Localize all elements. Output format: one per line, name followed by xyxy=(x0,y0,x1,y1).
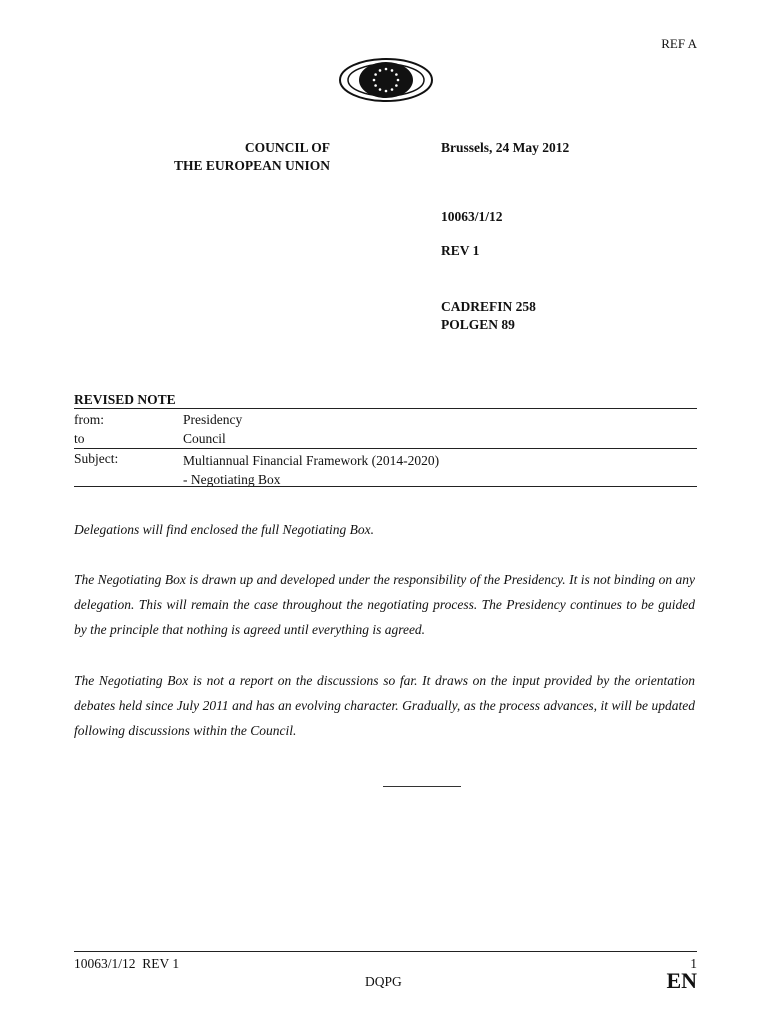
footer-page-number: 1 xyxy=(690,956,697,971)
emblem-star xyxy=(373,79,376,82)
emblem-star xyxy=(391,69,394,72)
emblem-star xyxy=(385,68,388,71)
from-label: from: xyxy=(74,412,104,427)
place-date: Brussels, 24 May 2012 xyxy=(441,140,570,155)
footer-language: EN xyxy=(666,968,697,993)
to-value: Council xyxy=(183,431,226,446)
body-paragraph-3: The Negotiating Box is not a report on the discussions so far. It draws on the input provided by the orientation debates held since July 2011 and has an evolving character. Gradually, as the process advances, it will be updated following discussions within the Council. xyxy=(74,673,695,738)
header-divider-middle xyxy=(74,448,697,449)
code-cadrefin: CADREFIN 258 xyxy=(441,299,536,314)
emblem-star xyxy=(374,84,377,87)
body-paragraph-2: The Negotiating Box is drawn up and developed under the responsibility of the Presidency. It is not binding on any delegation. This will remain the case throughout the negotiating process. The Presidency continues to be guided by the principle that nothing is agreed until everything is agreed. xyxy=(74,572,695,637)
issuer-line-1: COUNCIL OF xyxy=(244,140,330,155)
emblem-star xyxy=(374,73,377,76)
body-paragraph-1: Delegations will find enclosed the full Negotiating Box. xyxy=(74,522,374,537)
emblem-star xyxy=(395,73,398,76)
emblem-star xyxy=(397,79,400,82)
issuer-name xyxy=(174,139,330,175)
emblem-star xyxy=(379,88,382,91)
header-divider-top xyxy=(74,408,697,409)
footer-document-id: 10063/1/12 REV 1 xyxy=(74,956,180,971)
emblem-star xyxy=(391,88,394,91)
document-number: 10063/1/12 xyxy=(441,209,503,224)
revision-number: REV 1 xyxy=(441,243,480,258)
from-value: Presidency xyxy=(183,412,243,427)
eu-council-emblem-icon xyxy=(338,55,434,105)
header-divider-bottom xyxy=(74,486,697,487)
issuer-line-2: THE EUROPEAN UNION xyxy=(173,158,330,173)
classification-codes xyxy=(441,298,536,334)
footer-divider xyxy=(74,951,697,952)
reference-label: REF A xyxy=(661,36,697,51)
end-rule xyxy=(383,786,461,787)
subject-line-1: Multiannual Financial Framework (2014-2020) xyxy=(183,453,440,468)
subject-label: Subject: xyxy=(74,451,119,466)
note-type-title: REVISED NOTE xyxy=(74,392,176,407)
footer-department: DQPG xyxy=(365,974,402,989)
code-polgen: POLGEN 89 xyxy=(441,317,515,332)
emblem-star xyxy=(379,69,382,72)
to-label: to xyxy=(74,431,85,446)
emblem-star xyxy=(395,84,398,87)
subject-value xyxy=(183,451,439,489)
subject-line-2: - Negotiating Box xyxy=(183,472,281,487)
emblem-star xyxy=(385,90,388,93)
